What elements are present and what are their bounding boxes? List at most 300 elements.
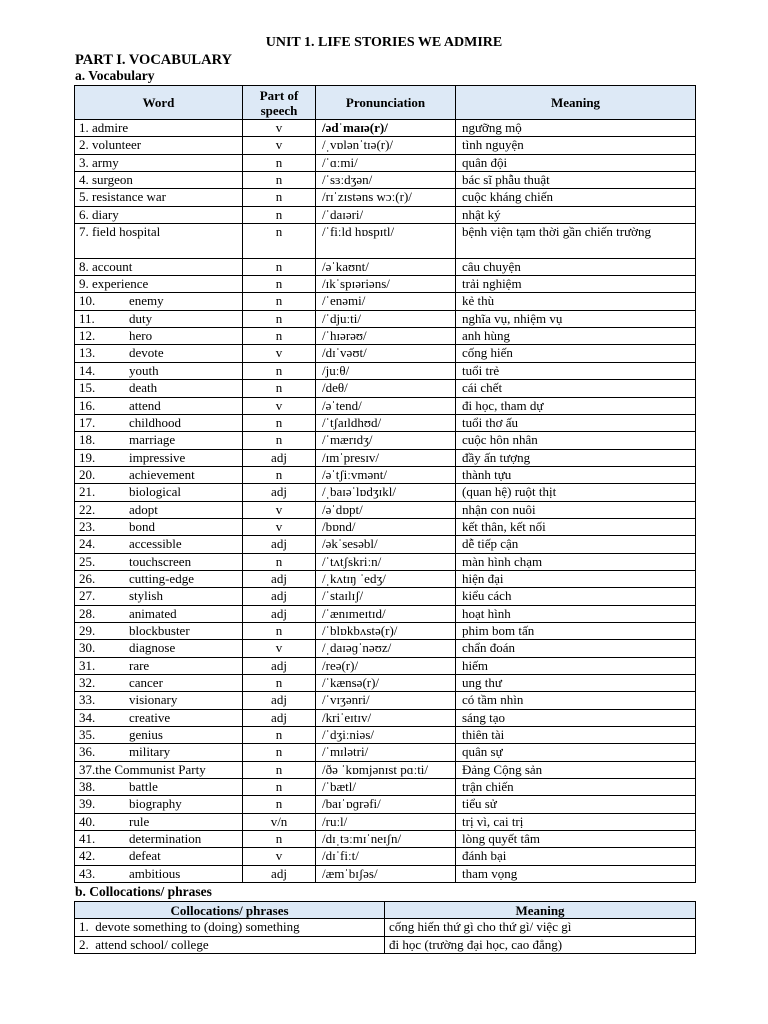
vocab-word: defeat <box>129 848 161 864</box>
vocab-pronunciation: /rɪˈzɪstəns wɔː(r)/ <box>316 189 456 206</box>
vocab-word: ambitious <box>129 865 181 881</box>
vocab-row <box>75 727 696 744</box>
vocab-row <box>75 796 696 813</box>
vocab-meaning: cuộc kháng chiến <box>456 189 696 206</box>
vocab-meaning: hoạt hình <box>456 605 696 622</box>
section-a-heading: a. Vocabulary <box>75 68 155 83</box>
vocab-word-cell <box>75 154 243 171</box>
collocation-phrase: attend school/ college <box>95 936 209 952</box>
vocab-meaning: bệnh viện tạm thời gần chiến trường <box>456 224 696 259</box>
vocab-word: diary <box>92 206 119 222</box>
vocab-number: 3. <box>79 154 89 170</box>
vocab-word-cell <box>75 258 243 275</box>
vocab-word: touchscreen <box>129 553 192 569</box>
vocab-word: attend <box>129 397 161 413</box>
vocab-pronunciation: /ˈtʌtʃskriːn/ <box>316 553 456 570</box>
vocab-word-cell <box>75 813 243 830</box>
collocation-phrase: devote something to (doing) something <box>95 919 300 934</box>
vocab-word: military <box>129 744 171 760</box>
vocab-meaning: thiên tài <box>456 727 696 744</box>
vocab-part-of-speech: n <box>243 796 316 813</box>
vocab-row <box>75 744 696 761</box>
collocation-meaning: cống hiến thứ gì cho thứ gì/ việc gì <box>385 919 696 937</box>
vocab-part-of-speech: v <box>243 518 316 535</box>
vocab-row <box>75 206 696 223</box>
vocab-word: adopt <box>129 501 158 517</box>
vocab-meaning: thành tựu <box>456 466 696 483</box>
vocab-number: 16. <box>79 397 96 413</box>
vocab-word: determination <box>129 831 202 847</box>
collocation-number: 1. <box>79 919 89 934</box>
collocations-header-row <box>75 902 696 919</box>
vocab-part-of-speech: adj <box>243 588 316 605</box>
vocab-word-cell <box>75 293 243 310</box>
vocab-word-cell <box>75 172 243 189</box>
vocab-part-of-speech: n <box>243 761 316 778</box>
vocab-meaning: sáng tạo <box>456 709 696 726</box>
vocab-word-cell <box>75 276 243 293</box>
collocation-phrase-cell <box>75 936 385 954</box>
vocab-row <box>75 588 696 605</box>
vocab-meaning: nghĩa vụ, nhiệm vụ <box>456 310 696 327</box>
vocab-row <box>75 380 696 397</box>
vocab-meaning: câu chuyện <box>456 258 696 275</box>
vocab-pronunciation: /deθ/ <box>316 380 456 397</box>
vocab-pronunciation: /ˈmærɪdʒ/ <box>316 432 456 449</box>
vocab-number: 14. <box>79 362 96 378</box>
vocab-pronunciation: /ˈænɪmeɪtɪd/ <box>316 605 456 622</box>
vocab-number: 8. <box>79 258 89 274</box>
part-title: PART I. VOCABULARY <box>75 52 233 68</box>
vocab-word: cutting-edge <box>129 570 194 586</box>
vocab-pronunciation: /ˈfiːld hɒspɪtl/ <box>316 224 456 259</box>
vocab-pronunciation: /ˈtʃaɪldhʊd/ <box>316 414 456 431</box>
vocab-part-of-speech: v <box>243 501 316 518</box>
vocab-word-cell <box>75 622 243 639</box>
vocab-row <box>75 432 696 449</box>
vocab-pronunciation: /ˈstaɪlɪʃ/ <box>316 588 456 605</box>
vocab-meaning: (quan hệ) ruột thịt <box>456 484 696 501</box>
vocab-word: animated <box>129 605 177 621</box>
vocab-meaning: trải nghiệm <box>456 276 696 293</box>
vocab-part-of-speech: adj <box>243 484 316 501</box>
vocab-word: resistance war <box>92 189 166 205</box>
vocab-word: genius <box>129 727 163 743</box>
vocab-row <box>75 518 696 535</box>
vocab-word: admire <box>92 120 129 135</box>
vocab-row <box>75 501 696 518</box>
vocab-pronunciation: /ˌdaɪəɡˈnəʊz/ <box>316 640 456 657</box>
vocab-meaning: kết thân, kết nối <box>456 518 696 535</box>
vocab-number: 11. <box>79 310 95 326</box>
vocab-word: duty <box>129 310 153 326</box>
vocab-word-cell <box>75 779 243 796</box>
vocab-word-cell <box>75 397 243 414</box>
vocab-number: 5. <box>79 189 89 205</box>
vocab-number: 23. <box>79 518 96 534</box>
vocab-number: 9. <box>79 276 89 292</box>
vocab-meaning: đi học, tham dự <box>456 397 696 414</box>
vocab-word: stylish <box>129 588 163 604</box>
vocab-row <box>75 172 696 189</box>
vocab-row <box>75 345 696 362</box>
vocab-row <box>75 831 696 848</box>
vocab-word-cell <box>75 553 243 570</box>
vocab-part-of-speech: n <box>243 414 316 431</box>
vocab-part-of-speech: adj <box>243 692 316 709</box>
vocab-number: 30. <box>79 640 96 656</box>
vocab-word: volunteer <box>92 137 142 153</box>
vocab-pronunciation: /ruːl/ <box>316 813 456 830</box>
vocab-pronunciation: /dɪˌtɜːmɪˈneɪʃn/ <box>316 831 456 848</box>
vocab-word: death <box>129 380 158 396</box>
vocab-word-cell <box>75 657 243 674</box>
header-pronunciation: Pronunciation <box>316 86 456 120</box>
vocab-part-of-speech: n <box>243 189 316 206</box>
header-collocations: Collocations/ phrases <box>75 902 385 919</box>
vocab-meaning: tuổi trẻ <box>456 362 696 379</box>
vocab-word-cell <box>75 675 243 692</box>
vocab-word: hero <box>129 328 153 344</box>
vocab-row <box>75 779 696 796</box>
vocab-number: 20. <box>79 466 96 482</box>
vocab-part-of-speech: v <box>243 137 316 154</box>
vocab-number: 6. <box>79 206 89 222</box>
vocab-pronunciation: /ˈsɜːdʒən/ <box>316 172 456 189</box>
vocab-number: 34. <box>79 709 96 725</box>
vocab-row <box>75 675 696 692</box>
vocab-part-of-speech: n <box>243 779 316 796</box>
vocab-row <box>75 709 696 726</box>
vocab-number: 4. <box>79 172 89 188</box>
vocab-word: experience <box>92 276 149 292</box>
vocab-pronunciation: /ˈvɪʒənri/ <box>316 692 456 709</box>
collocation-phrase-cell <box>75 919 385 937</box>
vocab-word: youth <box>129 362 159 378</box>
vocab-word: army <box>92 154 119 170</box>
vocab-part-of-speech: n <box>243 727 316 744</box>
vocab-meaning: chẩn đoán <box>456 640 696 657</box>
vocab-meaning: lòng quyết tâm <box>456 831 696 848</box>
vocab-part-of-speech: n <box>243 328 316 345</box>
vocab-part-of-speech: v/n <box>243 813 316 830</box>
vocab-row <box>75 761 696 778</box>
vocab-meaning: quân sự <box>456 744 696 761</box>
vocab-number: 2. <box>79 137 89 153</box>
vocab-pronunciation: /bɒnd/ <box>316 518 456 535</box>
vocab-pronunciation: /ədˈmaɪə(r)/ <box>316 120 456 137</box>
vocab-pronunciation: /ˈbætl/ <box>316 779 456 796</box>
vocab-meaning: đầy ấn tượng <box>456 449 696 466</box>
vocab-number: 26. <box>79 570 96 586</box>
vocab-pronunciation: /juːθ/ <box>316 362 456 379</box>
vocab-row <box>75 536 696 553</box>
vocab-pronunciation: /ðə ˈkɒmjənɪst pɑːti/ <box>316 761 456 778</box>
vocab-word-cell <box>75 310 243 327</box>
vocab-word: account <box>92 258 133 274</box>
vocab-pronunciation: /ˈdjuːti/ <box>316 310 456 327</box>
vocab-word-cell <box>75 206 243 223</box>
vocab-word-cell <box>75 744 243 761</box>
vocab-row <box>75 189 696 206</box>
vocab-number: 41. <box>79 831 96 847</box>
vocab-pronunciation: /ɪmˈpresɪv/ <box>316 449 456 466</box>
vocab-word-cell <box>75 362 243 379</box>
vocab-word-cell <box>75 831 243 848</box>
vocab-word-cell <box>75 345 243 362</box>
vocab-row <box>75 692 696 709</box>
vocab-part-of-speech: n <box>243 258 316 275</box>
vocab-row <box>75 813 696 830</box>
vocab-word: impressive <box>129 449 186 465</box>
vocab-row <box>75 657 696 674</box>
vocab-number: 1. <box>79 120 89 135</box>
vocab-part-of-speech: n <box>243 831 316 848</box>
header-word: Word <box>75 86 243 120</box>
vocab-pronunciation: /æmˈbɪʃəs/ <box>316 865 456 882</box>
vocab-row <box>75 154 696 171</box>
vocab-meaning: cái chết <box>456 380 696 397</box>
vocab-word: creative <box>129 709 171 725</box>
vocab-number: 35. <box>79 727 96 743</box>
vocab-word: diagnose <box>129 640 176 656</box>
vocabulary-table <box>74 85 696 883</box>
vocab-row <box>75 258 696 275</box>
vocab-part-of-speech: n <box>243 362 316 379</box>
vocab-word: field hospital <box>92 224 161 240</box>
vocab-pronunciation: /ˌbaɪəˈlɒdʒɪkl/ <box>316 484 456 501</box>
vocab-part-of-speech: n <box>243 154 316 171</box>
vocab-pronunciation: /ˈmɪlətri/ <box>316 744 456 761</box>
vocab-part-of-speech: adj <box>243 709 316 726</box>
vocab-meaning: Đảng Cộng sản <box>456 761 696 778</box>
vocabulary-rows <box>75 120 696 883</box>
vocab-meaning: đánh bại <box>456 848 696 865</box>
section-b-heading: b. Collocations/ phrases <box>75 884 212 899</box>
vocab-row <box>75 640 696 657</box>
vocab-number: 33. <box>79 692 96 708</box>
vocab-pronunciation: /ˈɑːmi/ <box>316 154 456 171</box>
vocab-meaning: phim bom tấn <box>456 622 696 639</box>
vocab-row <box>75 449 696 466</box>
header-meaning: Meaning <box>456 86 696 120</box>
vocab-pronunciation: /ˈdaɪəri/ <box>316 206 456 223</box>
vocab-part-of-speech: n <box>243 293 316 310</box>
vocab-number: 28. <box>79 605 96 621</box>
vocab-word: devote <box>129 345 164 361</box>
vocab-number: 38. <box>79 779 96 795</box>
vocab-word: childhood <box>129 414 181 430</box>
vocab-meaning: dễ tiếp cận <box>456 536 696 553</box>
vocab-word-cell <box>75 692 243 709</box>
vocab-pronunciation: /dɪˈvəʊt/ <box>316 345 456 362</box>
vocab-number: 37. <box>79 761 96 777</box>
vocab-row <box>75 137 696 154</box>
vocab-number: 13. <box>79 345 96 361</box>
vocab-word: rare <box>129 657 150 673</box>
vocab-row <box>75 397 696 414</box>
vocab-pronunciation: /ˌvɒlənˈtɪə(r)/ <box>316 137 456 154</box>
header-pos-line2: speech <box>260 102 298 118</box>
vocab-word-cell <box>75 536 243 553</box>
vocab-word-cell <box>75 727 243 744</box>
vocab-word: the Communist Party <box>95 761 206 777</box>
vocab-number: 31. <box>79 657 96 673</box>
vocab-meaning: tiểu sử <box>456 796 696 813</box>
vocab-part-of-speech: n <box>243 206 316 223</box>
vocab-word-cell <box>75 709 243 726</box>
vocab-part-of-speech: n <box>243 466 316 483</box>
vocab-pronunciation: /ˈdʒiːniəs/ <box>316 727 456 744</box>
vocab-number: 22. <box>79 501 96 517</box>
vocab-meaning: cống hiến <box>456 345 696 362</box>
vocab-part-of-speech: n <box>243 553 316 570</box>
vocab-part-of-speech: v <box>243 120 316 137</box>
vocab-word-cell <box>75 449 243 466</box>
vocab-number: 25. <box>79 553 96 569</box>
vocab-word: enemy <box>129 293 164 309</box>
vocab-meaning: màn hình chạm <box>456 553 696 570</box>
vocab-part-of-speech: n <box>243 172 316 189</box>
vocab-number: 32. <box>79 675 96 690</box>
vocab-word-cell <box>75 328 243 345</box>
vocab-pronunciation: /ˈkænsə(r)/ <box>316 675 456 692</box>
vocab-word: battle <box>129 779 158 795</box>
collocation-meaning: đi học (trường đại học, cao đẳng) <box>385 936 696 954</box>
vocab-part-of-speech: adj <box>243 657 316 674</box>
collocations-table <box>74 901 696 954</box>
vocab-word-cell <box>75 120 243 137</box>
vocab-number: 7. <box>79 224 89 240</box>
vocab-pronunciation: /dɪˈfiːt/ <box>316 848 456 865</box>
vocab-part-of-speech: n <box>243 622 316 639</box>
vocab-number: 15. <box>79 380 96 396</box>
collocation-rows <box>75 919 696 954</box>
vocab-meaning: ung thư <box>456 675 696 692</box>
vocab-number: 19. <box>79 449 96 465</box>
vocab-pronunciation: /əˈkaʊnt/ <box>316 258 456 275</box>
vocab-pronunciation: /reə(r)/ <box>316 657 456 674</box>
vocab-pronunciation: /ˌkʌtɪŋ ˈedʒ/ <box>316 570 456 587</box>
vocab-word-cell <box>75 761 243 778</box>
vocab-number: 43. <box>79 865 96 881</box>
vocab-word-cell <box>75 848 243 865</box>
vocab-part-of-speech: adj <box>243 449 316 466</box>
vocab-part-of-speech: n <box>243 380 316 397</box>
vocab-word-cell <box>75 501 243 518</box>
vocab-number: 42. <box>79 848 96 864</box>
vocab-row <box>75 120 696 137</box>
vocab-word-cell <box>75 570 243 587</box>
vocab-number: 24. <box>79 536 96 552</box>
vocab-row <box>75 362 696 379</box>
vocab-pronunciation: /ɪkˈspɪəriəns/ <box>316 276 456 293</box>
vocab-number: 27. <box>79 588 96 604</box>
vocab-meaning: hiếm <box>456 657 696 674</box>
vocab-word-cell <box>75 588 243 605</box>
vocab-number: 36. <box>79 744 96 760</box>
vocab-part-of-speech: adj <box>243 865 316 882</box>
vocab-word-cell <box>75 484 243 501</box>
vocab-word: visionary <box>129 692 178 708</box>
vocab-part-of-speech: n <box>243 276 316 293</box>
vocab-row <box>75 622 696 639</box>
vocab-row <box>75 484 696 501</box>
vocab-number: 17. <box>79 414 96 430</box>
header-part-of-speech <box>243 86 316 120</box>
vocabulary-header-row <box>75 86 696 120</box>
vocab-word: biography <box>129 796 182 812</box>
vocab-word: cancer <box>129 675 163 690</box>
collocation-row <box>75 919 696 937</box>
vocab-word-cell <box>75 640 243 657</box>
vocab-meaning: có tầm nhìn <box>456 692 696 709</box>
vocab-part-of-speech: v <box>243 345 316 362</box>
vocab-row <box>75 553 696 570</box>
unit-title: UNIT 1. LIFE STORIES WE ADMIRE <box>265 35 503 50</box>
vocab-pronunciation: /əˈtʃiːvmənt/ <box>316 466 456 483</box>
vocab-meaning: tham vọng <box>456 865 696 882</box>
vocab-meaning: bác sĩ phẫu thuật <box>456 172 696 189</box>
collocation-row <box>75 936 696 954</box>
vocab-pronunciation: /əˈdɒpt/ <box>316 501 456 518</box>
vocab-part-of-speech: adj <box>243 605 316 622</box>
vocab-number: 21. <box>79 484 96 500</box>
vocab-word: bond <box>129 518 155 534</box>
vocab-meaning: anh hùng <box>456 328 696 345</box>
vocab-meaning: nhật ký <box>456 206 696 223</box>
vocab-part-of-speech: adj <box>243 570 316 587</box>
vocab-word: surgeon <box>92 172 133 188</box>
vocab-row <box>75 865 696 882</box>
header-pos-line1: Part of <box>259 87 299 103</box>
vocab-word: achievement <box>129 466 195 482</box>
vocab-pronunciation: /kriˈeɪtɪv/ <box>316 709 456 726</box>
vocab-pronunciation: /baɪˈɒɡrəfi/ <box>316 796 456 813</box>
vocab-word-cell <box>75 224 243 259</box>
vocab-part-of-speech: n <box>243 310 316 327</box>
vocab-row <box>75 276 696 293</box>
vocab-part-of-speech: n <box>243 224 316 259</box>
vocab-word: biological <box>129 484 181 500</box>
vocab-row <box>75 310 696 327</box>
vocab-word-cell <box>75 605 243 622</box>
vocab-meaning: hiện đại <box>456 570 696 587</box>
vocab-word: blockbuster <box>129 622 190 638</box>
vocab-row <box>75 414 696 431</box>
vocab-row <box>75 466 696 483</box>
vocab-word: marriage <box>129 432 176 448</box>
collocation-number: 2. <box>79 936 89 952</box>
vocab-word-cell <box>75 380 243 397</box>
vocab-row <box>75 224 696 259</box>
vocab-row <box>75 848 696 865</box>
vocab-number: 10. <box>79 293 96 309</box>
vocab-number: 40. <box>79 813 96 829</box>
vocab-number: 12. <box>79 328 96 344</box>
vocab-row <box>75 570 696 587</box>
vocab-word-cell <box>75 414 243 431</box>
vocab-pronunciation: /ˈenəmi/ <box>316 293 456 310</box>
vocab-row <box>75 293 696 310</box>
vocab-word-cell <box>75 796 243 813</box>
vocab-part-of-speech: v <box>243 640 316 657</box>
vocab-word-cell <box>75 466 243 483</box>
vocab-part-of-speech: n <box>243 744 316 761</box>
vocab-number: 39. <box>79 796 96 812</box>
vocab-meaning: kiểu cách <box>456 588 696 605</box>
vocab-meaning: tuổi thơ ấu <box>456 414 696 431</box>
